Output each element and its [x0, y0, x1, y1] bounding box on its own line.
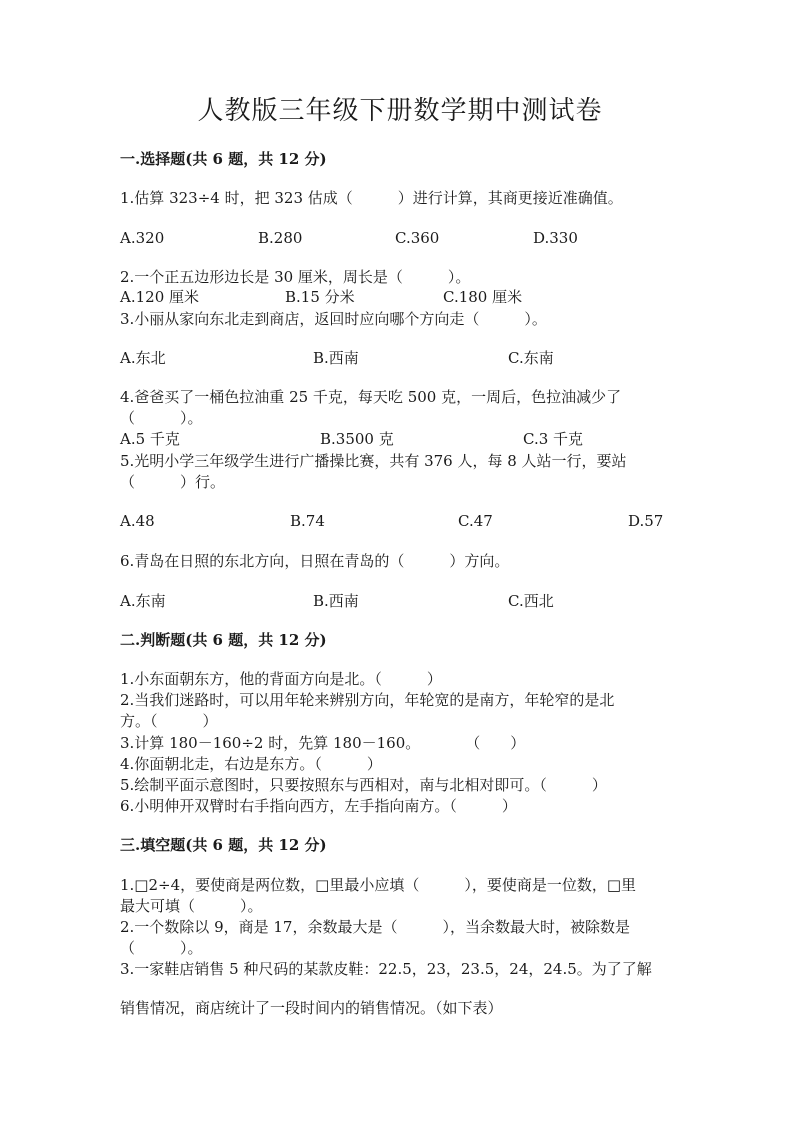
question-3-text: 3.小丽从家向东北走到商店，返回时应向哪个方向走（ ）。: [120, 310, 547, 328]
fill-blank-line: 销售情况，商店统计了一段时间内的销售情况。（如下表）: [120, 999, 503, 1017]
question-2-option-c: C.180 厘米: [443, 288, 523, 306]
question-5-option-c: C.47: [458, 512, 493, 530]
question-5-line-2: （ ）行。: [120, 473, 226, 491]
judgement-line: 3.计算 180－160÷2 时，先算 180－160。 （ ）: [120, 734, 526, 752]
fill-blank-line: 2.一个数除以 9，商是 17，余数最大是（ ），当余数最大时，被除数是: [120, 918, 630, 936]
page-title: 人教版三年级下册数学期中测试卷: [197, 96, 603, 126]
question-6-text: 6.青岛在日照的东北方向，日照在青岛的（ ）方向。: [120, 552, 510, 570]
question-4-line-2: （ ）。: [120, 409, 203, 427]
fill-blank-line: 3.一家鞋店销售 5 种尺码的某款皮鞋：22.5，23，23.5，24，24.5。为了了解: [120, 960, 652, 978]
section-heading-fill-blank: 三.填空题(共 6 题，共 12 分): [120, 836, 327, 854]
question-5-option-d: D.57: [628, 512, 664, 530]
judgement-line: 2.当我们迷路时，可以用年轮来辨别方向，年轮宽的是南方，年轮窄的是北: [120, 691, 615, 709]
judgement-line: 6.小明伸开双臂时右手指向西方，左手指向南方。（ ）: [120, 797, 517, 815]
question-2-option-b: B.15 分米: [285, 288, 355, 306]
question-6-option-a: A.东南: [120, 592, 166, 610]
question-1-option-c: C.360: [395, 229, 440, 247]
fill-blank-line: （ ）。: [120, 939, 203, 957]
judgement-line: 4.你面朝北走，右边是东方。（ ）: [120, 755, 382, 773]
question-3-option-c: C.东南: [508, 349, 554, 367]
judgement-line: 1.小东面朝东方，他的背面方向是北。（ ）: [120, 670, 442, 688]
question-6-option-c: C.西北: [508, 592, 554, 610]
question-3-option-b: B.西南: [313, 349, 359, 367]
question-2-text: 2.一个正五边形边长是 30 厘米，周长是（ ）。: [120, 268, 471, 286]
question-4-line-1: 4.爸爸买了一桶色拉油重 25 千克，每天吃 500 克，一周后，色拉油减少了: [120, 388, 622, 406]
question-4-option-c: C.3 千克: [523, 430, 584, 448]
question-1-option-d: D.330: [533, 229, 578, 247]
question-4-option-b: B.3500 克: [320, 430, 394, 448]
question-5-line-1: 5.光明小学三年级学生进行广播操比赛，共有 376 人，每 8 人站一行，要站: [120, 452, 627, 470]
question-4-option-a: A.5 千克: [120, 430, 180, 448]
question-6-option-b: B.西南: [313, 592, 359, 610]
question-1-option-a: A.320: [120, 229, 165, 247]
question-1-option-b: B.280: [258, 229, 303, 247]
question-2-option-a: A.120 厘米: [120, 288, 199, 306]
question-5-option-b: B.74: [290, 512, 325, 530]
judgement-line: 方。（ ）: [120, 712, 218, 730]
fill-blank-line: 1.□2÷4，要使商是两位数，□里最小应填（ ），要使商是一位数，□里: [120, 876, 636, 894]
question-5-option-a: A.48: [120, 512, 155, 530]
question-3-option-a: A.东北: [120, 349, 166, 367]
question-1-text: 1.估算 323÷4 时，把 323 估成（ ）进行计算，其商更接近准确值。: [120, 189, 623, 207]
section-heading-judgement: 二.判断题(共 6 题，共 12 分): [120, 631, 327, 649]
section-heading-choice: 一.选择题(共 6 题，共 12 分): [120, 150, 327, 168]
judgement-line: 5.绘制平面示意图时，只要按照东与西相对，南与北相对即可。（ ）: [120, 776, 607, 794]
fill-blank-line: 最大可填（ ）。: [120, 897, 263, 915]
